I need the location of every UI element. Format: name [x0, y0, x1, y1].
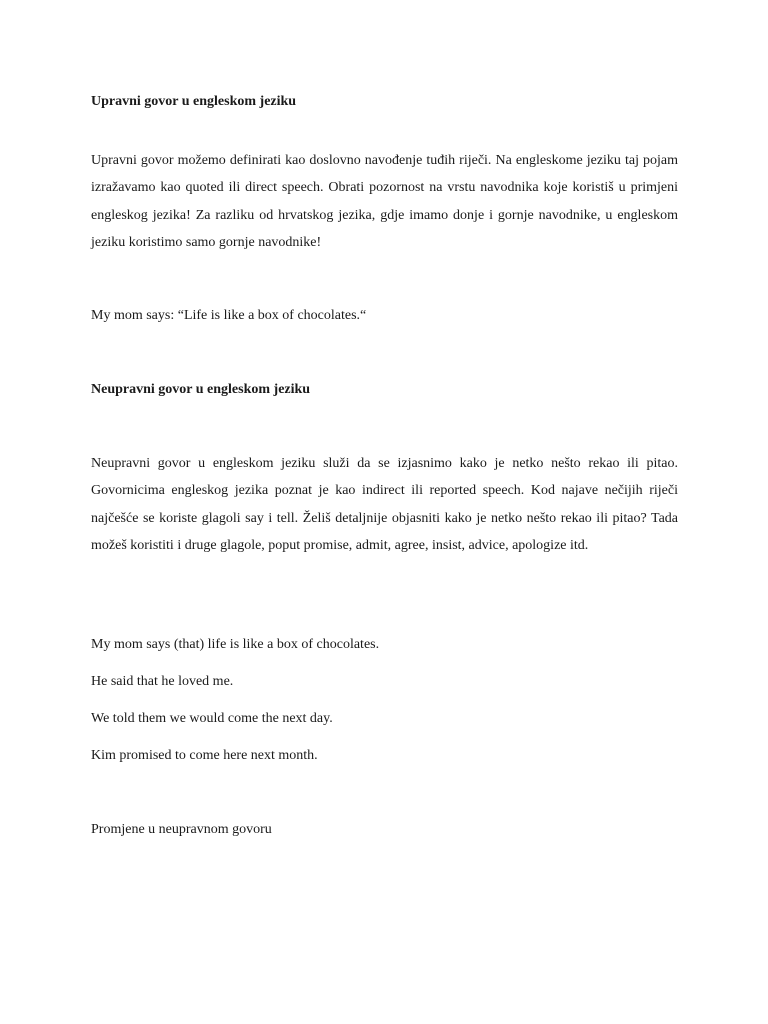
paragraph-direct-speech: Upravni govor možemo definirati kao doslovno navođenje tuđih riječi. Na engleskome jeziku taj pojam izražavamo kao quoted ili direct speech. Obrati pozornost na vrstu navodnika koje koristiš u primjeni engleskog jezika! Za razliku od hrvatskog jezika, gdje imamo donje i gornje navodnike, u engleskom jeziku koristimo samo gornje navodnike!: [91, 153, 678, 250]
section-heading-indirect-speech: Neupravni govor u engleskom jeziku: [91, 382, 311, 397]
example-indirect-speech-4: Kim promised to come here next month.: [91, 748, 318, 763]
example-direct-speech: My mom says: “Life is like a box of chocolates.“: [91, 308, 367, 323]
section-line-changes: Promjene u neupravnom govoru: [91, 822, 272, 837]
paragraph-indirect-speech: Neupravni govor u engleskom jeziku služi da se izjasnimo kako je netko nešto rekao ili pitao. Govornicima engleskog jezika poznat je kao indirect ili reported speech. Kod najave nečijih riječi najčešće se koriste glagoli say i tell. Želiš detaljnije objasniti kako je netko nešto rekao ili pitao? Tada možeš koristiti i druge glagole, poput promise, admit, agree, insist, advice, apologize itd.: [91, 456, 678, 553]
example-indirect-speech-2: He said that he loved me.: [91, 674, 234, 689]
example-indirect-speech-1: My mom says (that) life is like a box of chocolates.: [91, 637, 380, 652]
example-indirect-speech-3: We told them we would come the next day.: [91, 711, 333, 726]
section-heading-direct-speech: Upravni govor u engleskom jeziku: [91, 94, 297, 109]
